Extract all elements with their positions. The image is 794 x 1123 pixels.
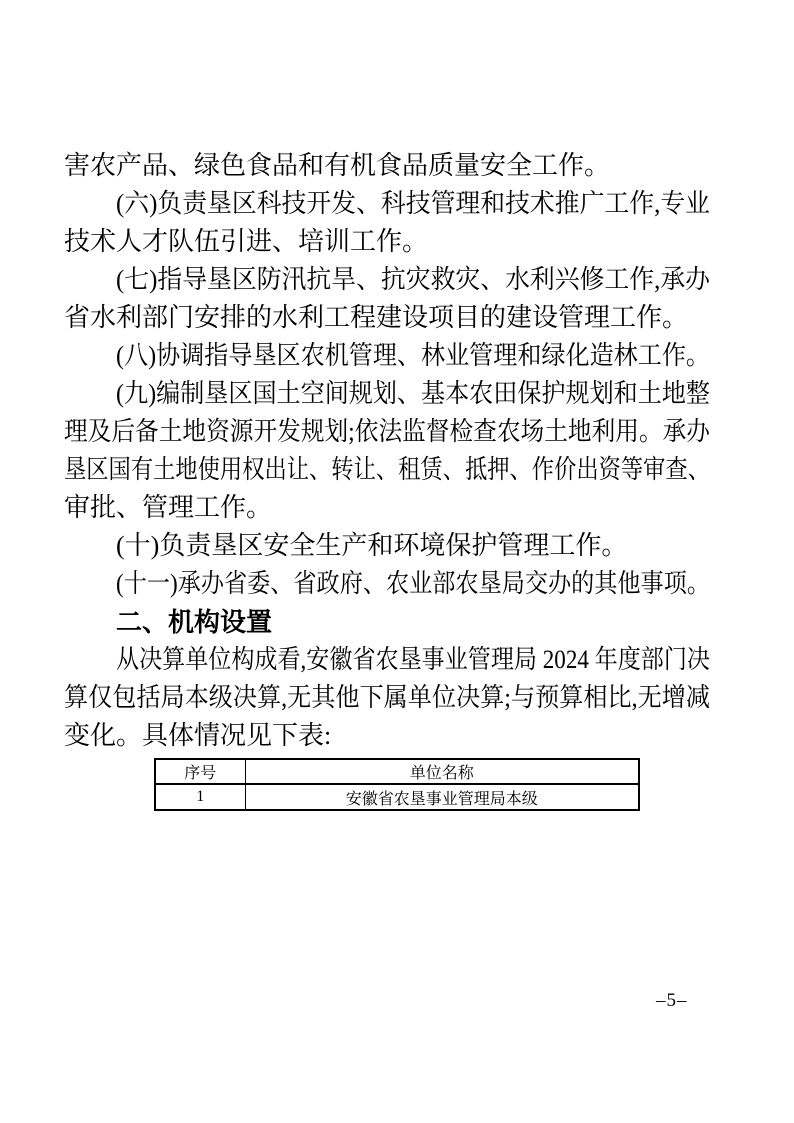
cell-name: 安徽省农垦事业管理局本级 — [245, 784, 639, 810]
body-line: 从决算单位构成看,安徽省农垦事业管理局 2024 年度部门决 — [116, 645, 710, 674]
body-line: 害农产品、绿色食品和有机食品质量安全工作。 — [64, 151, 611, 180]
body-line: (六)负责垦区科技开发、科技管理和技术推广工作,专业 — [116, 189, 710, 218]
table-header-row — [155, 759, 639, 784]
body-line: (十一)承办省委、省政府、农业部农垦局交办的其他事项。 — [116, 569, 710, 598]
cell-seq: 1 — [155, 784, 245, 810]
body-line: (九)编制垦区国土空间规划、基本农田保护规划和土地整 — [116, 379, 710, 408]
body-line: (七)指导垦区防汛抗旱、抗灾救灾、水利兴修工作,承办 — [116, 265, 710, 294]
body-line: 技术人才队伍引进、培训工作。 — [64, 227, 429, 256]
body-line: 审批、管理工作。 — [64, 493, 273, 522]
page-number: –5– — [656, 990, 688, 1011]
table-row — [155, 784, 639, 810]
body-line: 算仅包括局本级决算,无其他下属单位决算;与预算相比,无增减 — [64, 683, 710, 712]
body-line: 理及后备土地资源开发规划;依法监督检查农场土地利用。承办 — [64, 417, 710, 446]
body-line: 变化。具体情况见下表: — [64, 721, 332, 750]
section-heading: 二、机构设置 — [116, 607, 273, 637]
body-line: (八)协调指导垦区农机管理、林业管理和绿化造林工作。 — [116, 341, 710, 370]
unit-table — [154, 758, 640, 811]
body-text — [64, 147, 710, 755]
body-line: 垦区国有土地使用权出让、转让、租赁、抵押、作价出资等审查、 — [64, 455, 710, 484]
table-header-name: 单位名称 — [245, 759, 639, 784]
body-line: 省水利部门安排的水利工程建设项目的建设管理工作。 — [64, 303, 689, 332]
table-header-seq: 序号 — [155, 759, 245, 784]
body-line: (十)负责垦区安全生产和环境保护管理工作。 — [116, 531, 628, 560]
